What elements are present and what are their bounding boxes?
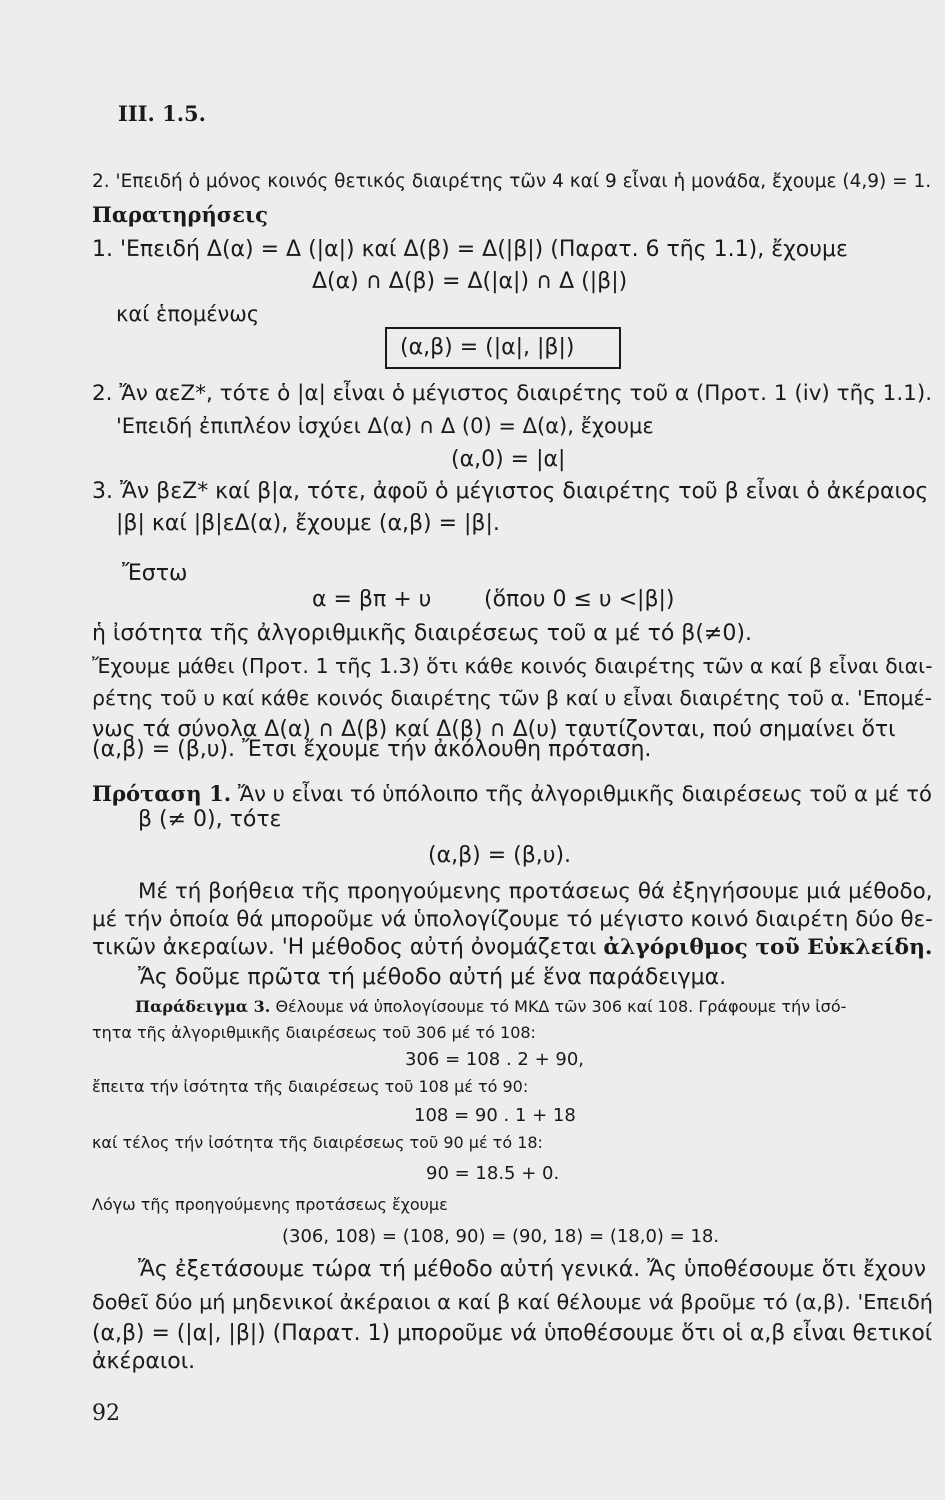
- text-line: 3. Ἄν βεZ* καί β|α, τότε, ἀφοῦ ὁ μέγιστος διαιρέτης τοῦ β εἶναι ὁ ἀκέραιος: [92, 479, 929, 504]
- text-line: μέ τήν ὁποία θά μποροῦμε νά ὑπολογίζουμε τό μέγιστο κοινό διαιρέτη δύο θε-: [92, 907, 933, 932]
- equation-line: (α,0) = |α|: [451, 447, 566, 472]
- proposition-label: Πρόταση 1.: [92, 781, 232, 806]
- text-line: καί ἑπομένως: [116, 302, 260, 326]
- page-number: 92: [92, 1401, 120, 1426]
- heading-remarks: Παρατηρήσεις: [92, 202, 268, 227]
- text-line: ἀκέραιοι.: [92, 1349, 196, 1374]
- example-equation: 108 = 90 . 1 + 18: [414, 1105, 576, 1126]
- equation-line: Δ(α) ∩ Δ(β) = Δ(|α|) ∩ Δ (|β|): [312, 269, 628, 294]
- boxed-equation: (α,β) = (|α|, |β|): [400, 335, 575, 360]
- equation-line: α = βπ + υ: [312, 587, 432, 612]
- example-equation: (306, 108) = (108, 90) = (90, 18) = (18,0) = 18.: [282, 1226, 720, 1247]
- text-line: 'Επειδή ἐπιπλέον ἰσχύει Δ(α) ∩ Δ (0) = Δ(α), ἔχουμε: [116, 414, 654, 438]
- text-line: [92, 934, 933, 962]
- text-line: |β| καί |β|εΔ(α), ἔχουμε (α,β) = |β|.: [116, 511, 500, 536]
- text-line: (α,β) = (|α|, |β|) (Παρατ. 1) μποροῦμε νά ὑποθέσουμε ὅτι οἱ α,β εἶναι θετικοί: [92, 1321, 933, 1346]
- text-line: ρέτης τοῦ υ καί κάθε κοινός διαιρέτης τῶν β καί υ εἶναι διαιρέτης τοῦ α. 'Επομέ-: [92, 686, 933, 710]
- text-line: 2. 'Επειδή ὁ μόνος κοινός θετικός διαιρέτης τῶν 4 καί 9 εἶναι ἡ μονάδα, ἔχουμε (4,9) = 1.: [92, 171, 932, 192]
- example-equation: 306 = 108 . 2 + 90,: [405, 1049, 585, 1070]
- example-line: τητα τῆς ἀλγοριθμικῆς διαιρέσεως τοῦ 306 μέ τό 108:: [92, 1023, 536, 1042]
- example-line: ἔπειτα τήν ἰσότητα τῆς διαιρέσεως τοῦ 108 μέ τό 90:: [92, 1077, 529, 1096]
- example-line: [135, 996, 846, 1018]
- example-equation: 90 = 18.5 + 0.: [426, 1163, 560, 1184]
- text-line: Ἄς ἐξετάσουμε τώρα τή μέθοδο αὐτή γενικά. Ἄς ὑποθέσουμε ὅτι ἔχουν: [138, 1257, 927, 1282]
- text-line: Ἄς δοῦμε πρῶτα τή μέθοδο αὐτή μέ ἕνα παράδειγμα.: [138, 965, 727, 990]
- text-line: Μέ τή βοήθεια τῆς προηγούμενης προτάσεως θά ἐξηγήσουμε μιά μέθοδο,: [138, 879, 933, 904]
- text-line: (α,β) = (β,υ). Ἔτσι ἔχουμε τήν ἀκόλουθη πρόταση.: [92, 737, 652, 762]
- equation-condition: (ὅπου 0 ≤ υ <|β|): [484, 587, 675, 612]
- example-line: Λόγω τῆς προηγούμενης προτάσεως ἔχουμε: [92, 1195, 448, 1214]
- example-line: καί τέλος τήν ἰσότητα τῆς διαιρέσεως τοῦ 90 μέ τό 18:: [92, 1133, 543, 1152]
- text-line: Ἔχουμε μάθει (Προτ. 1 τῆς 1.3) ὅτι κάθε κοινός διαιρέτης τῶν α καί β εἶναι διαι-: [92, 654, 933, 678]
- text-line: νως τά σύνολα Δ(α) ∩ Δ(β) καί Δ(β) ∩ Δ(υ) ταυτίζονται, πού σημαίνει ὅτι: [92, 717, 896, 742]
- text-line: 2. Ἄν αεZ*, τότε ὁ |α| εἶναι ὁ μέγιστος διαιρέτης τοῦ α (Προτ. 1 (iv) τῆς 1.1).: [92, 381, 933, 406]
- text-line: β (≠ 0), τότε: [138, 807, 282, 832]
- proposition-line: [92, 780, 932, 808]
- section-reference: III. 1.5.: [118, 101, 206, 126]
- text-line: ἡ ἰσότητα τῆς ἀλγοριθμικῆς διαιρέσεως τοῦ α μέ τό β(≠0).: [92, 621, 752, 646]
- text-line: 1. 'Επειδή Δ(α) = Δ (|α|) καί Δ(β) = Δ(|β|) (Παρατ. 6 τῆς 1.1), ἔχουμε: [92, 237, 848, 262]
- equation-line: (α,β) = (β,υ).: [428, 843, 572, 868]
- text-segment: τικῶν ἀκεραίων. 'Η μέθοδος αὐτή ὀνομάζεται: [92, 935, 604, 960]
- text-line: Ἔστω: [122, 561, 188, 586]
- proposition-text: Ἄν υ εἶναι τό ὑπόλοιπο τῆς ἀλγοριθμικῆς διαιρέσεως τοῦ α μέ τό: [231, 781, 932, 806]
- example-text: Θέλουμε νά ὑπολογίσουμε τό ΜΚΔ τῶν 306 καί 108. Γράφουμε τήν ἰσό-: [270, 997, 847, 1016]
- text-line: δοθεῖ δύο μή μηδενικοί ἀκέραιοι α καί β καί θέλουμε νά βροῦμε τό (α,β). 'Επειδή: [92, 1290, 933, 1314]
- example-label: Παράδειγμα 3.: [135, 997, 271, 1016]
- euclid-algorithm-term: ἀλγόριθμος τοῦ Εὐκλείδη.: [603, 935, 933, 960]
